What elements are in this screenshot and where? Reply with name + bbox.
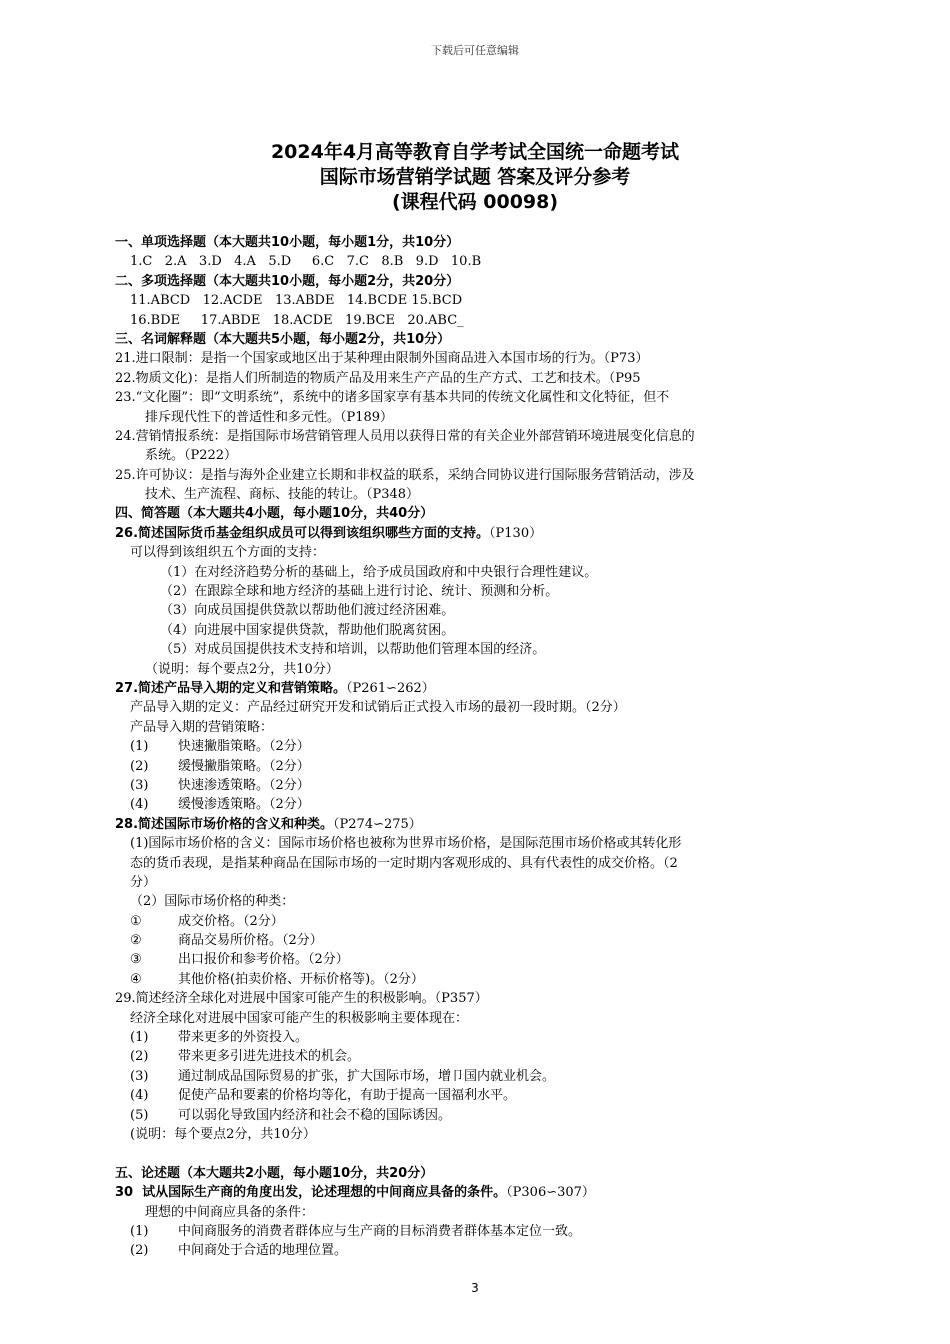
list-text: 缓慢渗透策略。（2分） <box>178 797 310 813</box>
section-1-heading: 一、单项选择题（本大题共10小题，每小题1分，共10分） <box>115 235 460 250</box>
question-30 <box>115 1183 875 1202</box>
list-text: 中间商处于合适的地理位置。 <box>178 1243 348 1259</box>
question-27-title: 27.简述产品导入期的定义和营销策略。 <box>115 680 347 696</box>
question-28-meaning: (1)国际市场价格的含义：国际市场价格也被称为世界市场价格，是国际范围市场价格或其转化形 <box>130 836 682 852</box>
question-27-intro: 产品导入期的营销策略： <box>130 719 274 735</box>
question-28 <box>115 815 875 834</box>
question-30-title: 30 试从国际生产商的角度出发，论述理想的中间商应具备的条件。 <box>115 1185 507 1201</box>
section-1-answers: 1.C 2.A 3.D 4.A 5.D 6.C 7.C 8.B 9.D 10.B <box>130 254 482 270</box>
question-27 <box>115 679 875 698</box>
question-29-note: (说明：每个要点2分，共10分） <box>130 1126 316 1142</box>
question-26-point-5: （5）对成员国提供技术支持和培训，以帮助他们管理本国的经济。 <box>160 642 546 658</box>
question-29-intro: 经济全球化对进展中国家可能产生的积极影响主要体现在： <box>130 1010 469 1026</box>
list-marker: ① <box>130 913 142 929</box>
question-26-point-4: （4）向进展中国家提供贷款，帮助他们脱离贫困。 <box>160 622 455 638</box>
list-marker: (4) <box>130 1088 149 1104</box>
question-28-meaning-end: 分） <box>130 874 157 890</box>
question-26-intro: 可以得到该组织五个方面的支持： <box>130 545 326 561</box>
question-30-ref: （P306∽307） <box>506 1185 595 1201</box>
term-23-continued: 排斥现代性下的普适性和多元性。（P189） <box>145 409 394 425</box>
list-text: 快速渗透策略。（2分） <box>178 777 310 793</box>
list-marker: (5) <box>130 1107 149 1123</box>
question-26-point-3: （3）向成员国提供贷款以帮助他们渡过经济困难。 <box>160 603 455 619</box>
question-28-title: 28.简述国际市场价格的含义和种类。 <box>115 816 334 832</box>
question-27-item-1 <box>115 737 875 756</box>
question-30-item-1 <box>115 1222 875 1241</box>
list-marker: (2) <box>130 1049 149 1065</box>
list-marker: ③ <box>130 952 142 968</box>
question-27-item-2 <box>115 757 875 776</box>
list-text: 带来更多的外资投入。 <box>178 1030 309 1046</box>
question-28-item-1 <box>115 912 875 931</box>
list-text: 可以弱化导致国内经济和社会不稳的国际诱因。 <box>178 1107 452 1123</box>
list-text: 商品交易所价格。（2分） <box>178 933 323 949</box>
list-text: 中间商服务的消费者群体应与生产商的目标消费者群体基本定位一致。 <box>178 1223 582 1239</box>
question-28-types: （2）国际市场价格的种类： <box>130 894 295 910</box>
list-text: 出口报价和参考价格。（2分） <box>178 952 349 968</box>
question-29-title: 29.简述经济全球化对进展中国家可能产生的积极影响。（P357） <box>115 991 488 1007</box>
list-marker: (2) <box>130 1243 149 1259</box>
term-25-continued: 技术、生产流程、商标、技能的转让。（P348） <box>145 487 420 503</box>
list-marker: (3) <box>130 777 149 793</box>
question-26-ref: （P130） <box>489 525 543 541</box>
list-text: 其他价格(拍卖价格、开标价格等)。（2分） <box>178 971 424 987</box>
question-30-intro: 理想的中间商应具备的条件： <box>145 1204 315 1220</box>
question-27-item-4 <box>115 795 875 814</box>
list-text: 快速撇脂策略。（2分） <box>178 739 310 755</box>
question-28-item-3 <box>115 950 875 969</box>
list-marker: (1) <box>130 1223 149 1239</box>
list-marker: (1) <box>130 739 149 755</box>
list-text: 成交价格。（2分） <box>178 913 284 929</box>
section-5-heading: 五、论述题（本大题共2小题，每小题10分，共20分） <box>115 1165 434 1181</box>
question-30-item-2 <box>115 1241 875 1260</box>
title-line-1: 2024年4月高等教育自学考试全国统一命题考试 <box>270 141 680 163</box>
question-26-title: 26.简述国际货币基金组织成员可以得到该组织哪些方面的支持。 <box>115 525 490 541</box>
question-27-item-3 <box>115 776 875 795</box>
section-2-answers-row-1: 11.ABCD 12.ACDE 13.ABDE 14.BCDE 15.BCD <box>130 293 463 309</box>
section-2-heading: 二、多项选择题（本大题共10小题，每小题2分，共20分） <box>115 273 460 289</box>
question-26-point-2: （2）在跟踪全球和地方经济的基础上进行讨论、统计、预测和分析。 <box>160 584 559 600</box>
term-23: 23.“文化圈”：即“文明系统”，系统中的诸多国家享有基本共同的传统文化属性和文化特征，但不 <box>115 390 670 406</box>
section-2-answers-row-2: 16.BDE 17.ABDE 18.ACDE 19.BCE 20.ABC_ <box>130 312 464 328</box>
term-21: 21.进口限制：是指一个国家或地区出于某种理由限制外国商品进入本国市场的行为。（P73） <box>115 351 649 367</box>
list-marker: ④ <box>130 971 142 987</box>
question-29-item-4 <box>115 1086 875 1105</box>
section-3-heading: 三、名词解释题（本大题共5小题，每小题2分，共10分） <box>115 331 451 347</box>
title-line-3: (课程代码 00098) <box>391 191 559 213</box>
list-text: 带来更多引进先进技术的机会。 <box>178 1049 361 1065</box>
question-29-item-2 <box>115 1047 875 1066</box>
question-27-ref: （P261∽262） <box>346 680 435 696</box>
list-text: 缓慢撇脂策略。（2分） <box>178 758 310 774</box>
page-number: 3 <box>471 1281 479 1295</box>
term-24: 24.营销情报系统：是指国际市场营销管理人员用以获得日常的有关企业外部营销环境进展变化信息的 <box>115 428 695 444</box>
spacer <box>115 1144 875 1163</box>
question-28-item-4 <box>115 970 875 989</box>
section-4-heading: 四、简答题（本大题共4小题，每小题10分，共40分） <box>115 506 434 522</box>
list-marker: (3) <box>130 1068 149 1084</box>
term-25: 25.许可协议：是指与海外企业建立长期和非权益的联系，采纳合同协议进行国际服务营销活动，涉及 <box>115 467 695 483</box>
list-marker: (1) <box>130 1030 149 1046</box>
question-29-item-3 <box>115 1067 875 1086</box>
term-22: 22.物质文化)：是指人们所制造的物质产品及用来生产产品的生产方式、工艺和技术。（P95 <box>115 370 641 386</box>
question-27-definition: 产品导入期的定义：产品经过研究开发和试销后正式投入市场的最初一段时期。（2分） <box>130 700 626 716</box>
question-26-point-1: （1）在对经济趋势分析的基础上，给予成员国政府和中央银行合理性建议。 <box>160 564 598 580</box>
list-marker: (4) <box>130 797 149 813</box>
list-marker: ② <box>130 933 142 949</box>
question-26-note: （说明：每个要点2分，共10分） <box>145 661 339 677</box>
document-title <box>0 140 950 215</box>
question-28-item-2 <box>115 931 875 950</box>
question-29-item-5 <box>115 1106 875 1125</box>
list-text: 通过制成品国际贸易的扩张，扩大国际市场，增卩国内就业机会。 <box>178 1068 556 1084</box>
question-26 <box>115 524 875 543</box>
question-29-item-1 <box>115 1028 875 1047</box>
question-28-meaning-continued: 态的货币表现，是指某种商品在国际市场的一定时期内客观形成的、具有代表性的成交价格。（2 <box>130 855 678 871</box>
list-marker: (2) <box>130 758 149 774</box>
header-note: 下载后可任意编辑 <box>431 44 519 57</box>
term-24-continued: 系统。（P222） <box>145 448 238 464</box>
question-28-ref: （P274∽275） <box>333 816 422 832</box>
document-body <box>115 233 875 1261</box>
list-text: 促使产品和要素的价格均等化，有助于提高一国福利水平。 <box>178 1088 517 1104</box>
title-line-2: 国际市场营销学试题 答案及评分参考 <box>319 166 631 188</box>
